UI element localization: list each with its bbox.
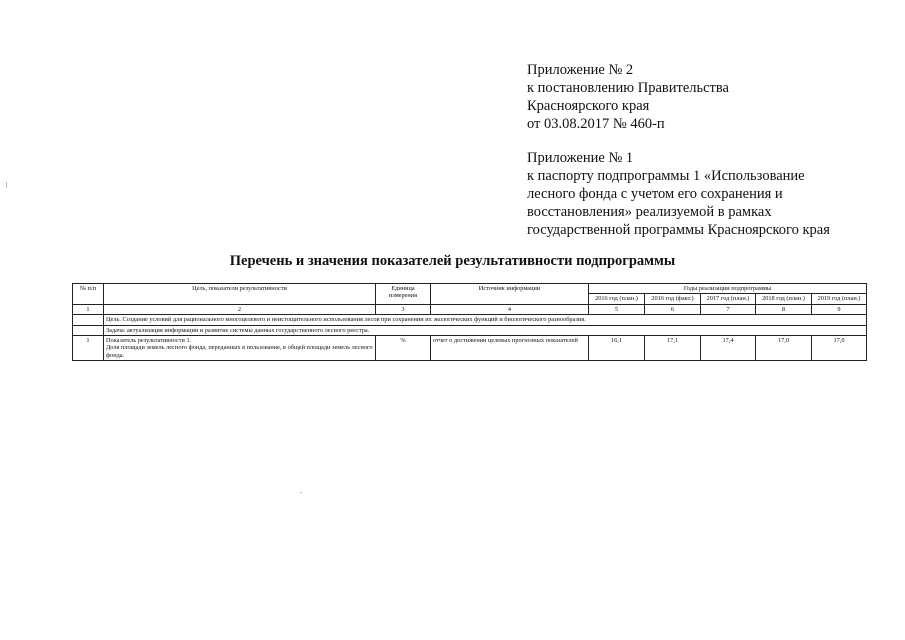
header-num: № п/п bbox=[73, 284, 104, 305]
indicator-cell bbox=[104, 336, 376, 361]
appendix-1-block bbox=[527, 149, 830, 239]
indicator-title: Показатель результативности 1. bbox=[106, 337, 192, 345]
scan-artifact bbox=[300, 492, 302, 493]
column-numbers-row bbox=[73, 304, 867, 314]
column-number: 3 bbox=[376, 304, 431, 314]
document-title: Перечень и значения показателей результативности подпрограммы bbox=[229, 253, 676, 269]
header-year: 2016 год (факт.) bbox=[645, 294, 701, 304]
appendix-2-line: к постановлению Правительства bbox=[527, 80, 729, 96]
goal-row-blank bbox=[73, 315, 104, 325]
appendix-1-line: государственной программы Красноярского края bbox=[527, 222, 830, 238]
scan-artifact bbox=[6, 182, 7, 188]
header-source: Источник информации bbox=[431, 284, 589, 305]
value-cell: 17,0 bbox=[756, 336, 812, 361]
value-cell: 16,1 bbox=[589, 336, 645, 361]
column-number: 9 bbox=[812, 304, 867, 314]
task-row-blank bbox=[73, 325, 104, 335]
table-row bbox=[73, 336, 867, 361]
header-year: 2019 год (план.) bbox=[812, 294, 867, 304]
goal-text: Цель. Создание условий для рационального многоцелевого и неистощительного использования лесов при сохранении их экологических функций и биологического разнообразия. bbox=[104, 315, 867, 325]
value-cell: 17,1 bbox=[645, 336, 701, 361]
header-year: 2017 год (план.) bbox=[701, 294, 756, 304]
column-number: 8 bbox=[756, 304, 812, 314]
appendix-2-block bbox=[527, 61, 729, 133]
header-unit: Единица измерения bbox=[376, 284, 431, 305]
row-num: 1 bbox=[73, 336, 104, 361]
indicators-table bbox=[72, 283, 867, 361]
column-number: 4 bbox=[431, 304, 589, 314]
appendix-1-line: Приложение № 1 bbox=[527, 150, 634, 166]
column-number: 1 bbox=[73, 304, 104, 314]
header-year: 2016 год (план.) bbox=[589, 294, 645, 304]
column-number: 6 bbox=[645, 304, 701, 314]
appendix-1-line: к паспорту подпрограммы 1 «Использование bbox=[527, 168, 805, 184]
column-number: 2 bbox=[104, 304, 376, 314]
column-number: 7 bbox=[701, 304, 756, 314]
value-cell: 17,0 bbox=[812, 336, 867, 361]
source-cell: отчет о достижении целевых прогнозных показателей bbox=[431, 336, 589, 361]
appendix-1-line: восстановления» реализуемой в рамках bbox=[527, 204, 772, 220]
appendix-2-line: Красноярского края bbox=[527, 98, 650, 114]
appendix-2-line: Приложение № 2 bbox=[527, 62, 634, 78]
task-row bbox=[73, 325, 867, 335]
header-year: 2018 год (план.) bbox=[756, 294, 812, 304]
header-goal: Цель, показатели результативности bbox=[104, 284, 376, 305]
appendix-1-line: лесного фонда с учетом его сохранения и bbox=[527, 186, 783, 202]
goal-row bbox=[73, 315, 867, 325]
column-number: 5 bbox=[589, 304, 645, 314]
value-cell: 17,4 bbox=[701, 336, 756, 361]
indicator-description: Доля площади земель лесного фонда, переданных в пользование, в общей площади земель лесного фонда. bbox=[106, 344, 373, 359]
task-text: Задача: актуализация информации и развитие системы данных государственного лесного реестра. bbox=[104, 325, 867, 335]
table-header-row bbox=[73, 284, 867, 294]
unit-cell: % bbox=[376, 336, 431, 361]
header-years-group: Годы реализации подпрограммы bbox=[589, 284, 867, 294]
appendix-2-line: от 03.08.2017 № 460-п bbox=[527, 116, 665, 132]
